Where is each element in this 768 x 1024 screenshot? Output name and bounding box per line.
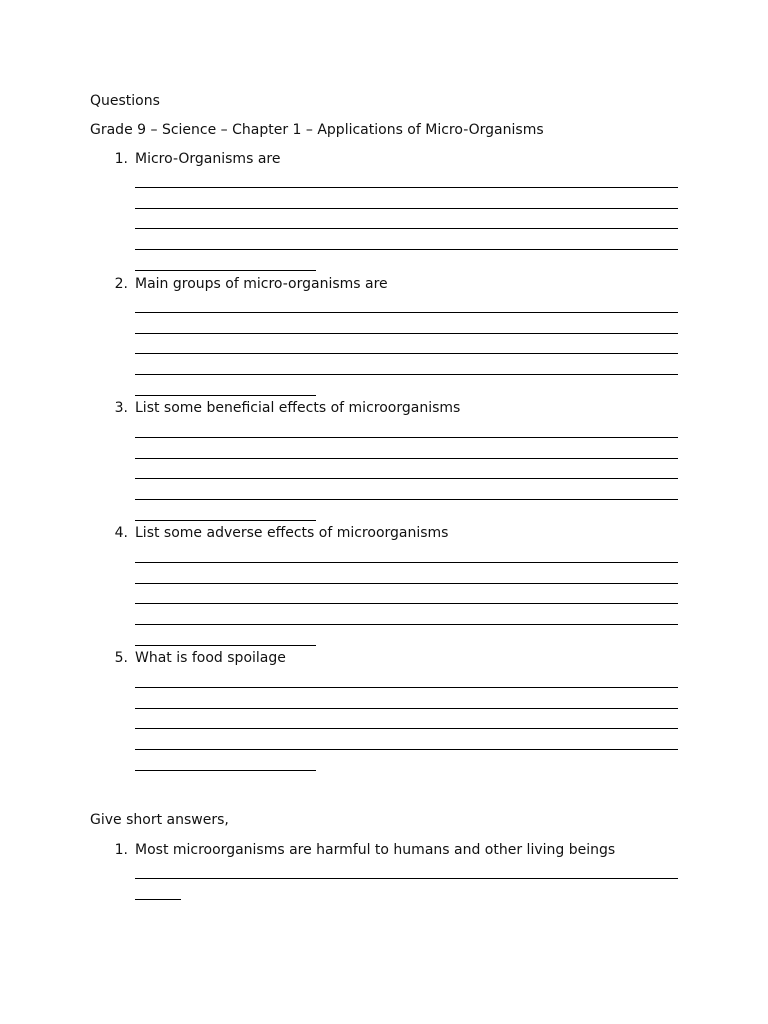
question-number: 4. xyxy=(114,525,128,541)
question-number: 1. xyxy=(114,151,128,167)
answer-line[interactable] xyxy=(135,603,678,604)
answer-line[interactable] xyxy=(135,353,678,354)
answer-line[interactable] xyxy=(135,728,678,729)
answer-line[interactable] xyxy=(135,270,316,271)
answer-line[interactable] xyxy=(135,687,678,688)
question-text: List some beneficial effects of microorganisms xyxy=(135,400,461,416)
answer-line[interactable] xyxy=(135,770,316,771)
answer-line[interactable] xyxy=(135,208,678,209)
question-text: Micro-Organisms are xyxy=(135,151,281,167)
answer-line[interactable] xyxy=(135,478,678,479)
answer-line[interactable] xyxy=(135,708,678,709)
question-number: 2. xyxy=(114,276,128,292)
question-text: Most microorganisms are harmful to humans and other living beings xyxy=(135,842,616,858)
question-number: 3. xyxy=(114,400,128,416)
answer-line[interactable] xyxy=(135,878,678,879)
answer-line[interactable] xyxy=(135,520,316,521)
answer-line[interactable] xyxy=(135,749,678,750)
answer-line[interactable] xyxy=(135,645,316,646)
answer-line[interactable] xyxy=(135,437,678,438)
question-text: Main groups of micro-organisms are xyxy=(135,276,388,292)
answer-line[interactable] xyxy=(135,458,678,459)
answer-line[interactable] xyxy=(135,228,678,229)
question-number: 1. xyxy=(114,842,128,858)
answer-line[interactable] xyxy=(135,624,678,625)
answer-line[interactable] xyxy=(135,899,181,900)
question-number: 5. xyxy=(114,650,128,666)
answer-line[interactable] xyxy=(135,249,678,250)
answer-line[interactable] xyxy=(135,395,316,396)
answer-line[interactable] xyxy=(135,583,678,584)
answer-line[interactable] xyxy=(135,374,678,375)
section-heading: Questions xyxy=(90,93,160,109)
answer-line[interactable] xyxy=(135,312,678,313)
short-answers-heading: Give short answers, xyxy=(90,812,229,828)
question-text: What is food spoilage xyxy=(135,650,286,666)
answer-line[interactable] xyxy=(135,499,678,500)
question-text: List some adverse effects of microorganisms xyxy=(135,525,449,541)
answer-line[interactable] xyxy=(135,562,678,563)
worksheet-subtitle: Grade 9 – Science – Chapter 1 – Applications of Micro-Organisms xyxy=(90,122,544,138)
answer-line[interactable] xyxy=(135,187,678,188)
answer-line[interactable] xyxy=(135,333,678,334)
